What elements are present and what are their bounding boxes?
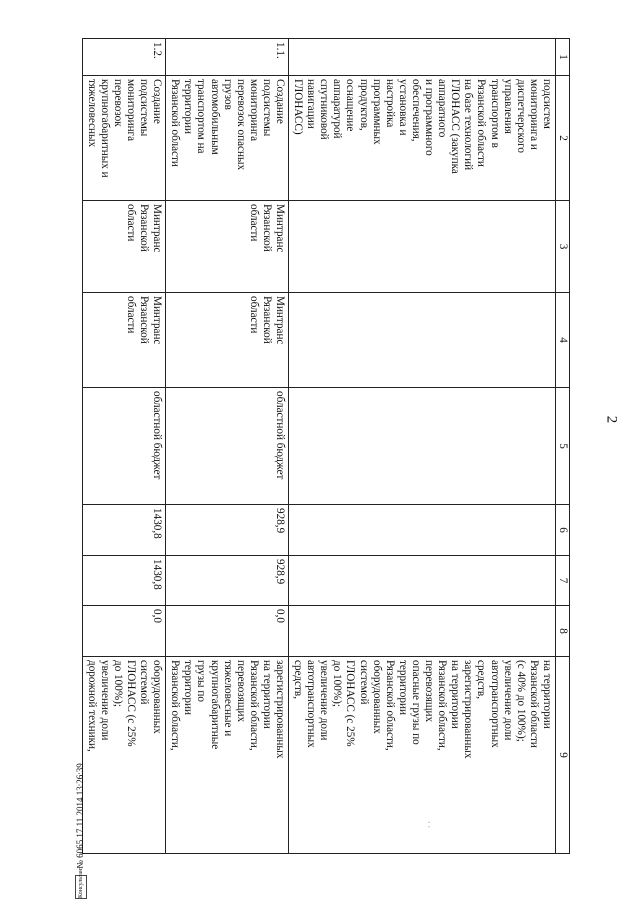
document-footer [75,649,87,899]
measure-name: подсистем мониторинга и диспетчерского управления транспортом в Рязанской области на базе технологий ГЛОНАСС (закупка аппаратного и программного обеспечения, установка и настройка программных продуктов, оснащение аппаратурой спутниковой навигации ГЛОНАСС) [289,76,556,201]
header-cell: 1 [555,39,569,76]
executor: Минтранс Рязанской области [166,201,289,293]
document-number: № 6065 [75,839,86,869]
table-row [166,39,289,854]
amount-other: 0,0 [166,606,289,657]
header-cell: 6 [555,505,569,556]
customer: Минтранс Рязанской области [166,293,289,388]
expected-result: на территории Рязанской области (с 40% до 100%); увеличение доли автотранспортных средств, зарегистрированных на территории Рязанской области, перевозящих опасные грузы по территории Рязанской области, оборудованных системой ГЛОНАСС (с 25% до 100%); увеличение доли автотранспортных средств, [289,657,556,854]
customer [289,293,556,388]
amount-other: 0,0 [82,606,166,657]
amount-year: 1430,8 [82,556,166,606]
program-table [86,38,570,853]
scan-marks: · · [424,820,434,829]
table-row [289,39,556,854]
executor [289,201,556,293]
funding-source [289,388,556,505]
table-row [82,39,166,854]
consultant-stamp: Консультант [75,875,87,899]
header-cell: 5 [555,388,569,505]
header-cell: 3 [555,201,569,293]
header-row [555,39,569,854]
executor: Минтранс Рязанской области [82,201,166,293]
row-number: 1.2. [82,39,166,76]
measure-name: Создание подсистемы мониторинга перевозок опасных грузов автомобильным транспортом на территории Рязанской области [166,76,289,201]
amount-total: 1430,8 [82,505,166,556]
expected-result: зарегистрированных на территории Рязанской области, перевозящих тяжеловесные и крупногабаритные грузы по территории Рязанской области, [166,657,289,854]
funding-source: областной бюджет [166,388,289,505]
amount-other [289,606,556,657]
measure-name: Создание подсистемы мониторинга перевозок крупногабаритных и тяжеловесных [82,76,166,201]
row-number [289,39,556,76]
amount-year: 928,9 [166,556,289,606]
header-cell: 7 [555,556,569,606]
header-cell: 8 [555,606,569,657]
header-cell: 4 [555,293,569,388]
document-timestamp: 17.11.2014 13:26:39 [75,763,86,838]
page-number: 2 [603,415,620,424]
amount-total [289,505,556,556]
amount-total: 928,9 [166,505,289,556]
header-cell: 2 [555,76,569,201]
expected-result: оборудованных системой ГЛОНАСС (с 25% до 100%); увеличение доли дорожной техники, [82,657,166,854]
customer: Минтранс Рязанской области [82,293,166,388]
amount-year [289,556,556,606]
header-cell: 9 [555,657,569,854]
row-number: 1.1. [166,39,289,76]
funding-source: областной бюджет [82,388,166,505]
